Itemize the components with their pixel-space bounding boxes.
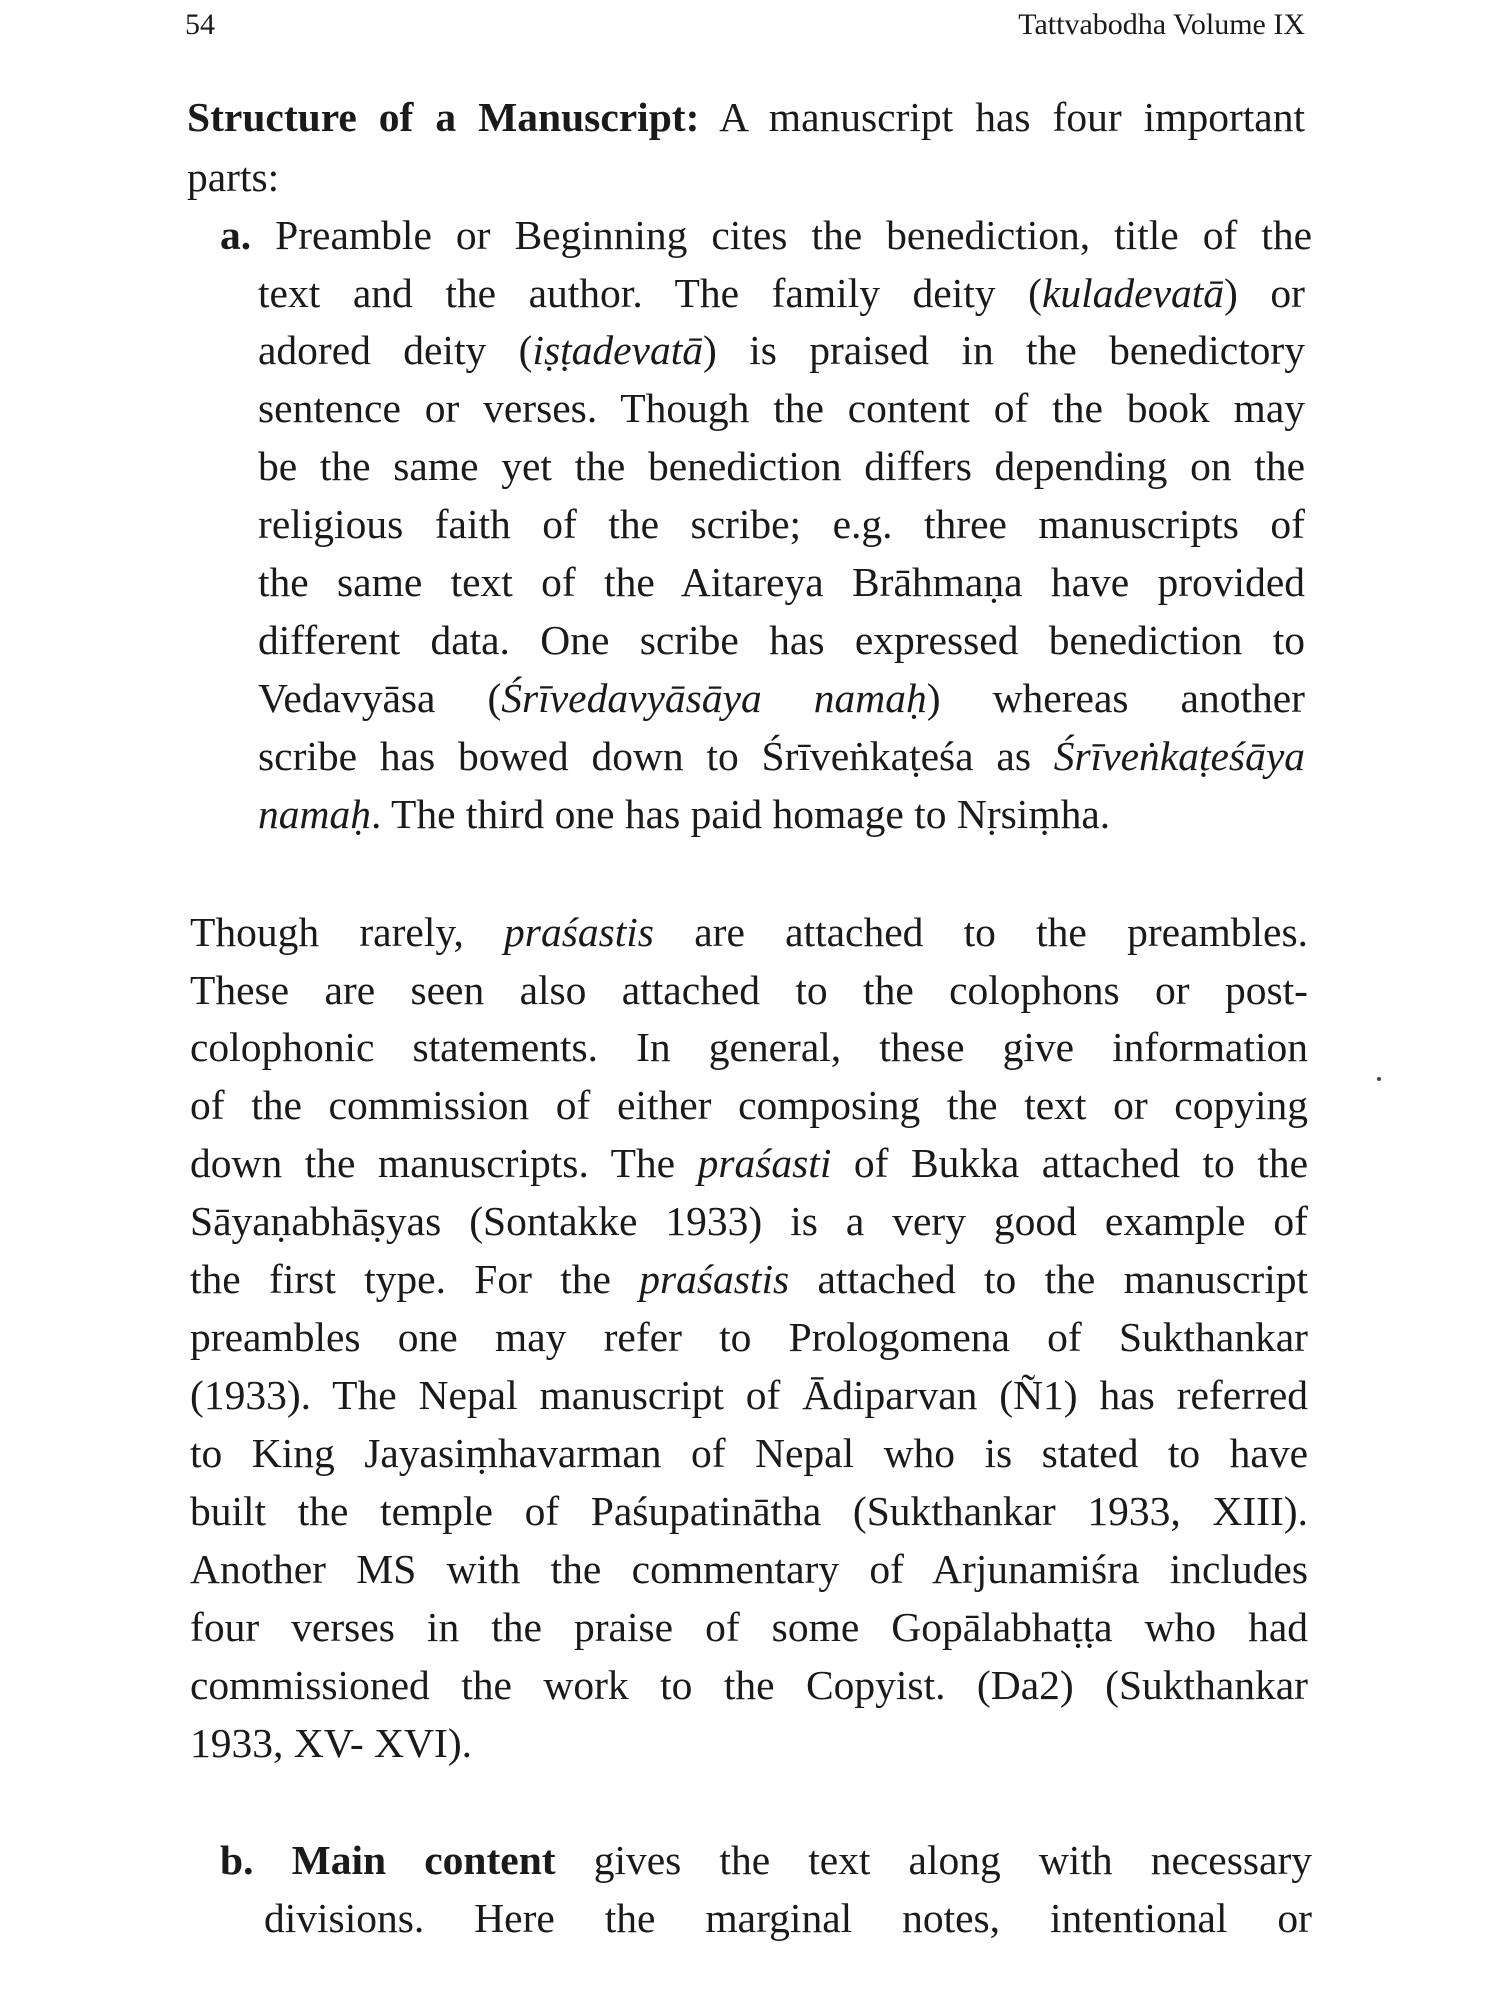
text-line: sentence or verses. Though the content of the book may <box>258 385 1305 431</box>
text-line <box>258 789 1305 839</box>
text-line: the same text of the Aitareya Brāhmaṇa have provided <box>258 559 1305 605</box>
list-label-b: b. <box>220 1837 254 1883</box>
italic-term: praśastis <box>639 1256 790 1302</box>
text-span: A manuscript has four important <box>699 94 1306 140</box>
text-line: colophonic statements. In general, these give information <box>190 1024 1308 1070</box>
list-item-a-first-line <box>220 210 1312 260</box>
text-span: ) or <box>1224 270 1306 316</box>
text-span: the first type. For the <box>190 1256 640 1302</box>
italic-term: kuladevatā <box>1041 270 1225 316</box>
text-span: attached to the manuscript <box>789 1256 1308 1302</box>
text-line <box>190 907 1308 957</box>
text-line <box>190 1254 1308 1304</box>
text-line: Another MS with the commentary of Arjunamiśra includes <box>190 1546 1308 1592</box>
text-span: ) whereas another <box>926 675 1305 721</box>
text-line <box>187 152 1305 202</box>
text-span: gives the text along with necessary <box>555 1837 1313 1883</box>
text-line: These are seen also attached to the colophons or post- <box>190 967 1308 1013</box>
text-line: divisions. Here the marginal notes, intentional or <box>264 1895 1312 1941</box>
text-line: religious faith of the scribe; e.g. three manuscripts of <box>258 501 1305 547</box>
text-line: built the temple of Paśupatinātha (Sukthankar 1933, XIII). <box>190 1488 1308 1534</box>
text-span: scribe has bowed down to Śrīveṅkaṭeśa as <box>258 733 1054 779</box>
text-line: preambles one may refer to Prologomena of Sukthankar <box>190 1314 1308 1360</box>
italic-term: praśastis <box>504 909 654 955</box>
text-span: down the manuscripts. The <box>190 1140 698 1186</box>
text-line <box>258 731 1305 781</box>
text-line: of the commission of either composing the text or copying <box>190 1082 1308 1128</box>
text-span: text and the author. The family deity ( <box>258 270 1042 316</box>
scan-speck <box>1377 1077 1381 1081</box>
page-number: 54 <box>185 8 215 41</box>
text-span: parts: <box>187 154 280 200</box>
text-span: . The third one has paid homage to Nṛsiṃha. <box>370 791 1111 837</box>
list-item-b-first-line <box>220 1835 1312 1885</box>
text-line <box>258 268 1305 318</box>
text-span: Vedavyāsa ( <box>258 675 502 721</box>
list-label-a: a. <box>220 212 252 258</box>
text-span: Though rarely, <box>190 909 505 955</box>
page-header <box>185 8 1305 48</box>
text-line <box>258 325 1305 375</box>
section-heading: Structure of a Manuscript: <box>187 94 700 140</box>
text-span: adored deity ( <box>258 327 533 373</box>
text-line: different data. One scribe has expressed benediction to <box>258 617 1305 663</box>
text-line: be the same yet the benediction differs depending on the <box>258 443 1305 489</box>
text-line: four verses in the praise of some Gopālabhaṭṭa who had <box>190 1604 1308 1650</box>
italic-term: Śrīvedavyāsāya namaḥ <box>501 675 927 721</box>
italic-term: namaḥ <box>258 791 371 837</box>
bold-term: Main content <box>291 1837 556 1883</box>
text-line: to King Jayasiṃhavarman of Nepal who is stated to have <box>190 1430 1308 1476</box>
italic-term: praśasti <box>697 1140 832 1186</box>
section-heading-line <box>187 92 1305 142</box>
text-line: Sāyaṇabhāṣyas (Sontakke 1933) is a very good example of <box>190 1198 1308 1244</box>
italic-term: Śrīveṅkaṭeśāya <box>1053 733 1305 779</box>
text-span: are attached to the preambles. <box>653 909 1308 955</box>
text-line <box>258 673 1305 723</box>
text-line: commissioned the work to the Copyist. (Da2) (Sukthankar <box>190 1662 1308 1708</box>
running-title: Tattvabodha Volume IX <box>1018 8 1305 41</box>
text-line <box>190 1138 1308 1188</box>
text-span: of Bukka attached to the <box>831 1140 1308 1186</box>
text-span: Preamble or Beginning cites the benediction, title of the <box>251 212 1312 258</box>
text-line: (1933). The Nepal manuscript of Ādiparvan (Ñ1) has referred <box>190 1372 1308 1418</box>
text-span: ) is praised in the benedictory <box>703 327 1305 373</box>
text-line: 1933, XV- XVI). <box>190 1720 473 1766</box>
italic-term: iṣṭadevatā <box>532 327 704 373</box>
